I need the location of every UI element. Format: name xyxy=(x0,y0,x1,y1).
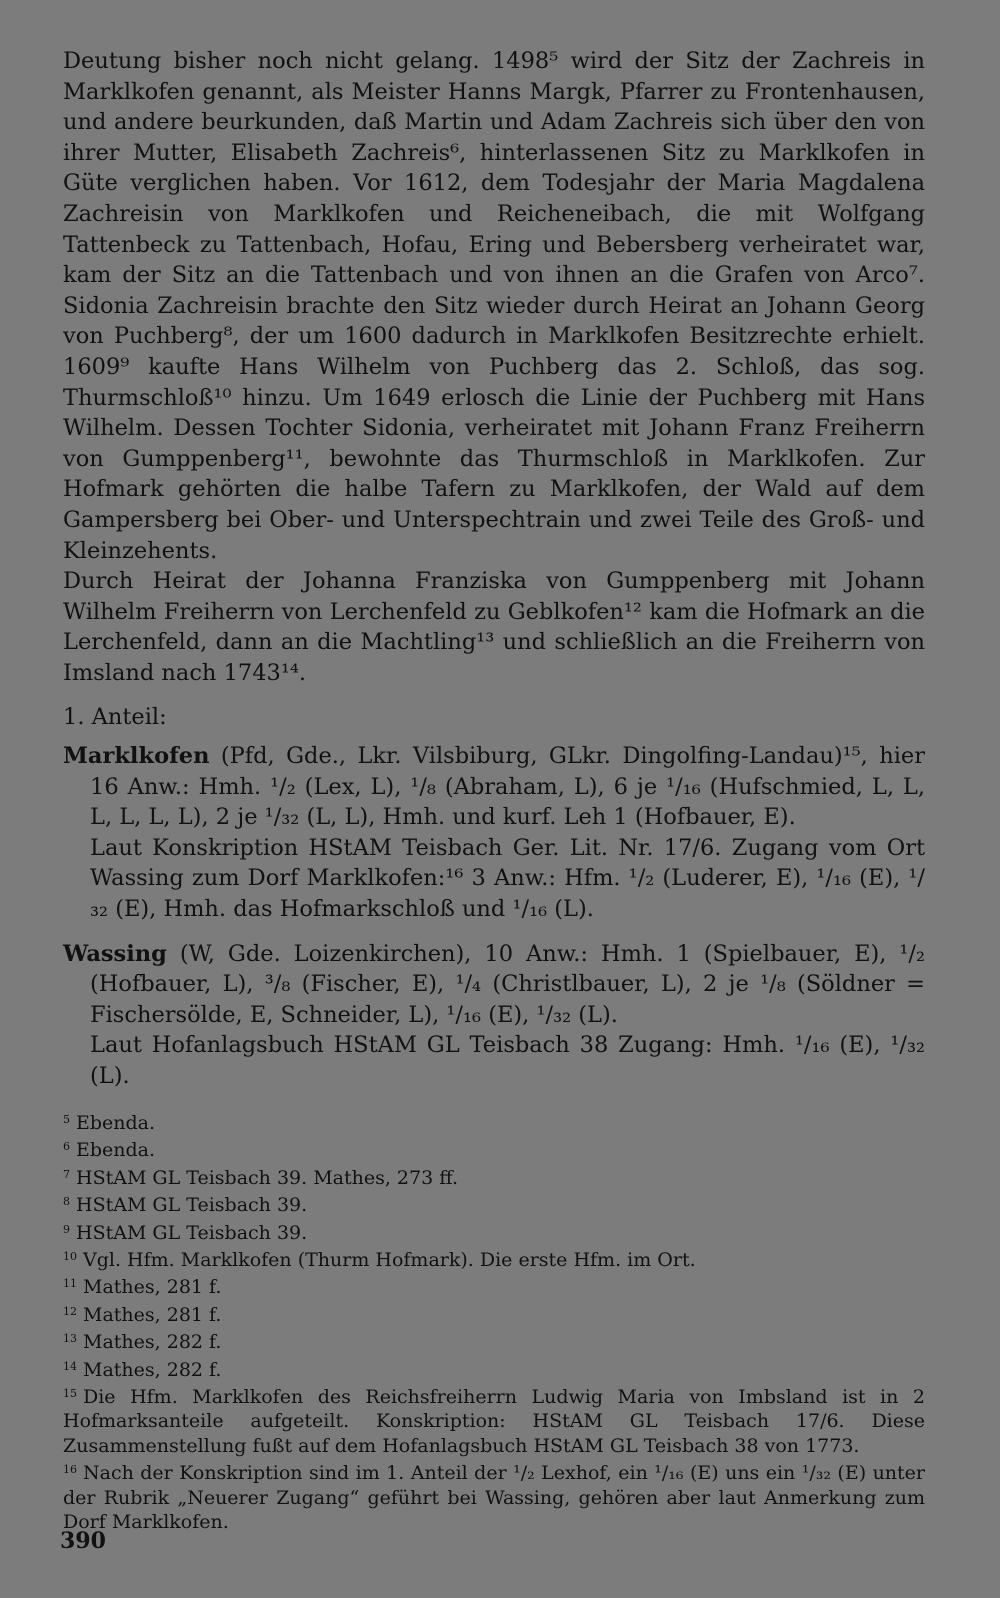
paragraph-1: Deutung bisher noch nicht gelang. 1498⁵ wird der Sitz der Zachreis in Marklkofen genannt, als Meister Hanns Margk, Pfarrer zu Frontenhausen, und andere beurkunden, daß Martin und Adam Zachreis sich über den von ihrer Mutter, Elisabeth Zachreis⁶, hinterlassenen Sitz zu Marklkofen in Güte verglichen haben. Vor 1612, dem Todesjahr der Maria Magdalena Zachreisin von Marklkofen und Reicheneibach, die mit Wolfgang Tattenbeck zu Tattenbach, Hofau, Ering und Bebersberg verheiratet war, kam der Sitz an die Tattenbach und von ihnen an die Grafen von Arco⁷. Sidonia Zachreisin brachte den Sitz wieder durch Heirat an Johann Georg von Puchberg⁸, der um 1600 dadurch in Marklkofen Besitzrechte erhielt. 1609⁹ kaufte Hans Wilhelm von Puchberg das 2. Schloß, das sog. Thurmschloß¹⁰ hinzu. Um 1649 erlosch die Linie der Puchberg mit Hans Wilhelm. Dessen Tochter Sidonia, verheiratet mit Johann Franz Freiherrn von Gumppenberg¹¹, bewohnte das Thurmschloß in Marklkofen. Zur Hofmark gehörten die halbe Tafern zu Marklkofen, der Wald auf dem Gampersberg bei Ober- und Unterspechtrain und zwei Teile des Groß- und Kleinzehents. xyxy=(63,48,925,564)
footnote-text: HStAM GL Teisbach 39. xyxy=(76,1194,308,1217)
entry-name: Wassing xyxy=(63,940,167,967)
entry-text: (W, Gde. Loizenkirchen), 10 Anw.: Hmh. 1 (Spielbauer, E), ¹/₂ (Hofbauer, L), ³/₈ (Fischer, E), ¹/₄ (Christlbauer, L), 2 je ¹/₈ (Söldner = Fischersölde, E, Schneider, L), ¹/₁₆ (E), ¹/₃₂ (L). xyxy=(90,940,925,1028)
footnote-text: HStAM GL Teisbach 39. Mathes, 273 ff. xyxy=(76,1166,459,1189)
footnote-number: 15 xyxy=(63,1387,77,1401)
footnote-number: 16 xyxy=(63,1463,77,1477)
footnote xyxy=(63,1458,925,1534)
entry-wassing xyxy=(63,939,925,1092)
footnote xyxy=(63,1355,925,1382)
footnote xyxy=(63,1163,925,1190)
footnotes xyxy=(63,1108,925,1535)
entry-name: Marklkofen xyxy=(63,743,210,770)
footnote xyxy=(63,1245,925,1272)
footnote xyxy=(63,1272,925,1299)
footnote-text: HStAM GL Teisbach 39. xyxy=(76,1221,308,1244)
footnote-number: 9 xyxy=(63,1222,70,1236)
footnote-text: Mathes, 282 f. xyxy=(83,1358,222,1381)
footnote-text: Ebenda. xyxy=(76,1112,156,1134)
footnote xyxy=(63,1135,925,1162)
footnote-text: Mathes, 281 f. xyxy=(83,1303,222,1326)
footnote-text: Mathes, 282 f. xyxy=(83,1331,222,1354)
main-text xyxy=(63,46,925,1092)
section-heading: 1. Anteil: xyxy=(63,704,167,731)
footnote xyxy=(63,1300,925,1327)
footnote-number: 7 xyxy=(63,1167,70,1181)
footnote-number: 13 xyxy=(63,1332,77,1346)
footnote xyxy=(63,1327,925,1354)
footnote xyxy=(63,1108,925,1135)
footnote-text: Die Hfm. Marklkofen des Reichsfreiherrn Ludwig Maria von Imbsland ist in 2 Hofmarksanteile aufgeteilt. Konskription: HStAM GL Teisbach 17/6. Diese Zusammenstellung fußt auf dem Hofanlagsbuch HStAM GL Teisbach 38 von 1773. xyxy=(63,1386,925,1457)
footnote-text: Mathes, 281 f. xyxy=(83,1276,222,1299)
footnote xyxy=(63,1190,925,1217)
entry-note: Laut Hofanlagsbuch HStAM GL Teisbach 38 Zugang: Hmh. ¹/₁₆ (E), ¹/₃₂ (L). xyxy=(90,1032,925,1089)
footnote-number: 14 xyxy=(63,1359,77,1373)
footnote-number: 6 xyxy=(63,1140,70,1154)
footnote-text: Nach der Konskription sind im 1. Anteil der ¹/₂ Lexhof, ein ¹/₁₆ (E) uns ein ¹/₃₂ (E) unter der Rubrik „Neuerer Zugang“ geführt bei Wassing, gehören aber laut Anmerkung zum Dorf Marklkofen. xyxy=(63,1462,925,1534)
footnote-number: 12 xyxy=(63,1304,77,1318)
entry-marklkofen xyxy=(63,741,925,925)
footnote xyxy=(63,1218,925,1245)
entry-line xyxy=(63,939,925,1031)
footnote-number: 11 xyxy=(63,1277,77,1291)
footnote-number: 8 xyxy=(63,1195,70,1209)
footnote-number: 10 xyxy=(63,1250,77,1264)
footnote xyxy=(63,1382,925,1458)
footnote-text: Ebenda. xyxy=(76,1139,156,1162)
entry-note: Laut Konskription HStAM Teisbach Ger. Lit. Nr. 17/6. Zugang vom Ort Wassing zum Dorf Marklkofen:¹⁶ 3 Anw.: Hfm. ¹/₂ (Luderer, E), ¹/₁₆ (E), ¹/₃₂ (E), Hmh. das Hofmarkschloß und ¹/₁₆ (L). xyxy=(90,834,925,923)
entry-text: (Pfd, Gde., Lkr. Vilsbiburg, GLkr. Dingolfing-Landau)¹⁵, hier 16 Anw.: Hmh. ¹/₂ (Lex, L), ¹/₈ (Abraham, L), 6 je ¹/₁₆ (Hufschmied, L, L, L, L, L, L), 2 je ¹/₃₂ (L, L), Hmh. und kurf. Leh 1 (Hofbauer, E). xyxy=(90,743,925,831)
footnote-text: Vgl. Hfm. Marklkofen (Thurm Hofmark). Die erste Hfm. im Ort. xyxy=(83,1249,696,1272)
entry-line xyxy=(63,741,925,833)
paragraph-2: Durch Heirat der Johanna Franziska von Gumppenberg mit Johann Wilhelm Freiherrn von Lerchenfeld zu Geblkofen¹² kam die Hofmark an die Lerchenfeld, dann an die Machtling¹³ und schließlich an die Freiherrn von Imsland nach 1743¹⁴. xyxy=(63,568,925,686)
footnote-number: 5 xyxy=(63,1113,70,1126)
page-number: 390 xyxy=(60,1528,106,1554)
